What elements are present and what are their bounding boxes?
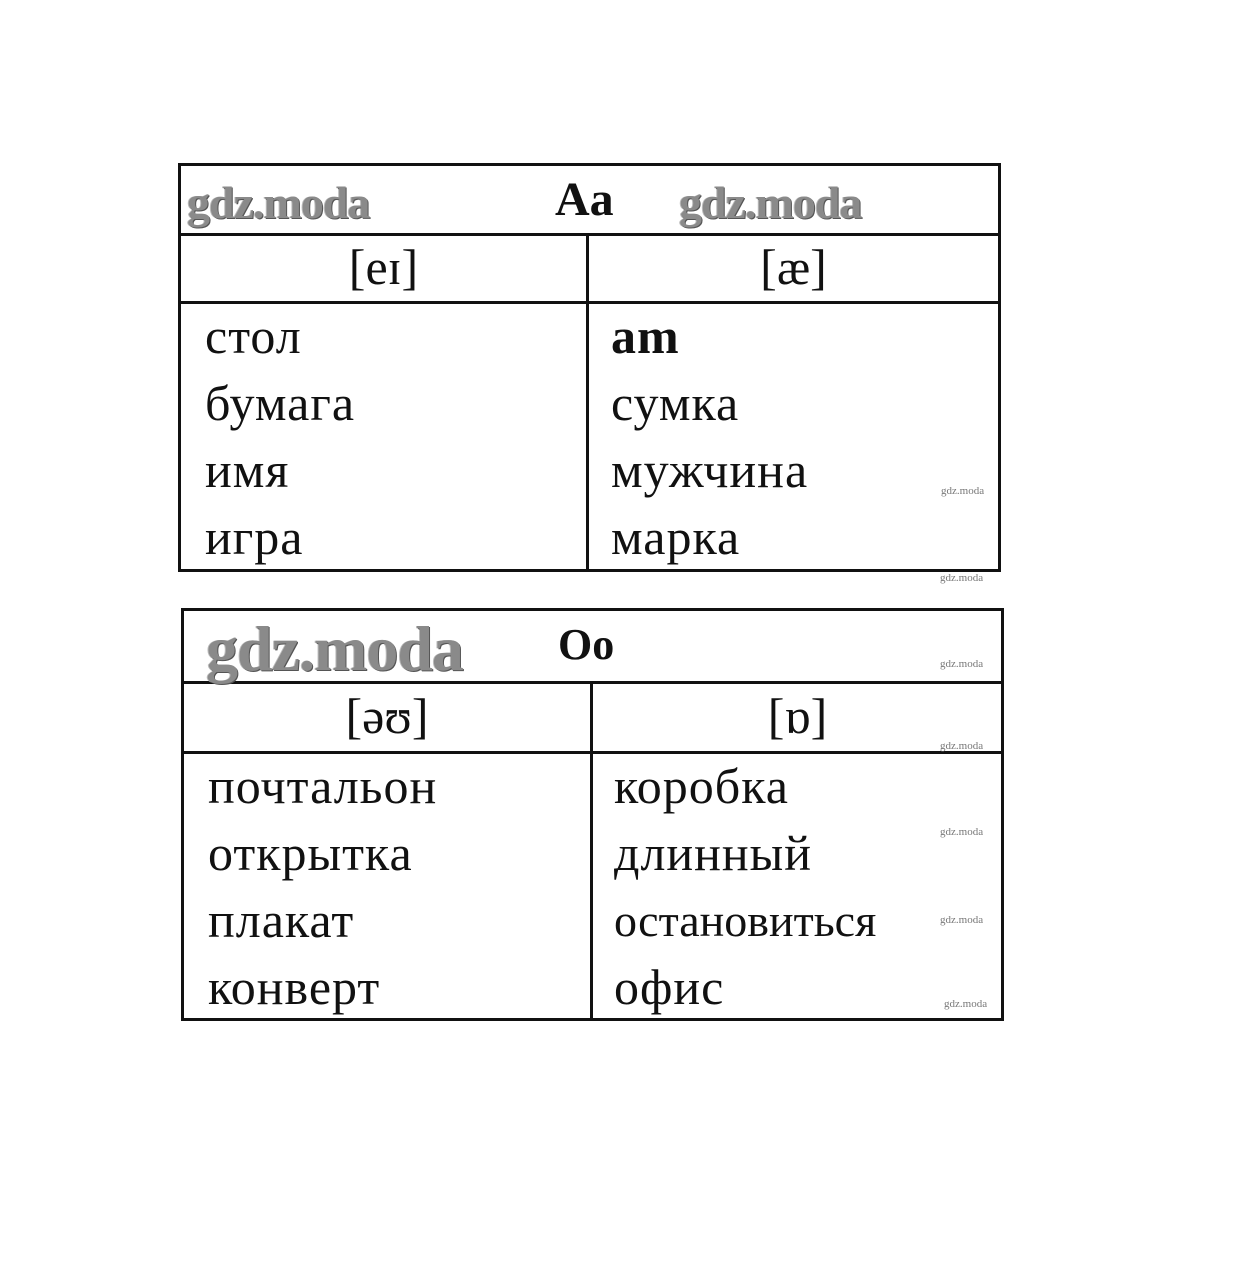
word: мужчина <box>611 442 809 498</box>
word: длинный <box>614 825 813 881</box>
watermark-logo: gdz.moda <box>679 177 862 228</box>
word: имя <box>205 442 290 498</box>
word: открытка <box>208 825 413 881</box>
watermark-small: gdz.moda <box>941 485 985 497</box>
phoneme-ei: [eɪ] <box>348 239 419 295</box>
phoneme-eu: [əʊ] <box>345 688 429 744</box>
watermark-small: gdz.moda <box>940 826 984 838</box>
column-divider <box>590 681 593 1018</box>
word-list-eu <box>208 753 437 1021</box>
word: почтальон <box>208 758 438 814</box>
phoneme-ae: [æ] <box>760 239 827 295</box>
table-o-letter: Oo <box>558 620 615 669</box>
word: am <box>611 308 680 364</box>
table-o-header <box>184 611 1001 684</box>
word: коробка <box>614 758 789 814</box>
column-divider <box>586 233 589 569</box>
table-a-phoneme-row <box>181 233 998 304</box>
word: бумага <box>205 375 356 431</box>
watermark-logo: gdz.moda <box>206 613 463 684</box>
table-a-header <box>181 166 998 236</box>
vowel-table-a <box>178 163 1001 572</box>
word: сумка <box>611 375 740 431</box>
word: стол <box>205 308 302 364</box>
watermark-small: gdz.moda <box>940 740 984 752</box>
watermark-small: gdz.moda <box>940 572 984 584</box>
word: остановиться <box>614 895 877 946</box>
phoneme-o-short: [ɒ] <box>767 688 828 744</box>
word: конверт <box>208 959 381 1015</box>
vowel-table-o <box>181 608 1004 1021</box>
word: офис <box>614 959 725 1015</box>
watermark-small: gdz.moda <box>940 914 984 926</box>
watermark-small: gdz.moda <box>940 658 984 670</box>
table-a-letter: Aa <box>555 173 614 226</box>
word-list-ae <box>611 303 808 571</box>
watermark-small: gdz.moda <box>944 998 988 1010</box>
word: игра <box>205 509 304 565</box>
word: плакат <box>208 892 355 948</box>
watermark-logo: gdz.moda <box>187 177 370 228</box>
word-list-o-short <box>614 753 876 1021</box>
word-list-ei <box>205 303 355 571</box>
word: марка <box>611 509 741 565</box>
